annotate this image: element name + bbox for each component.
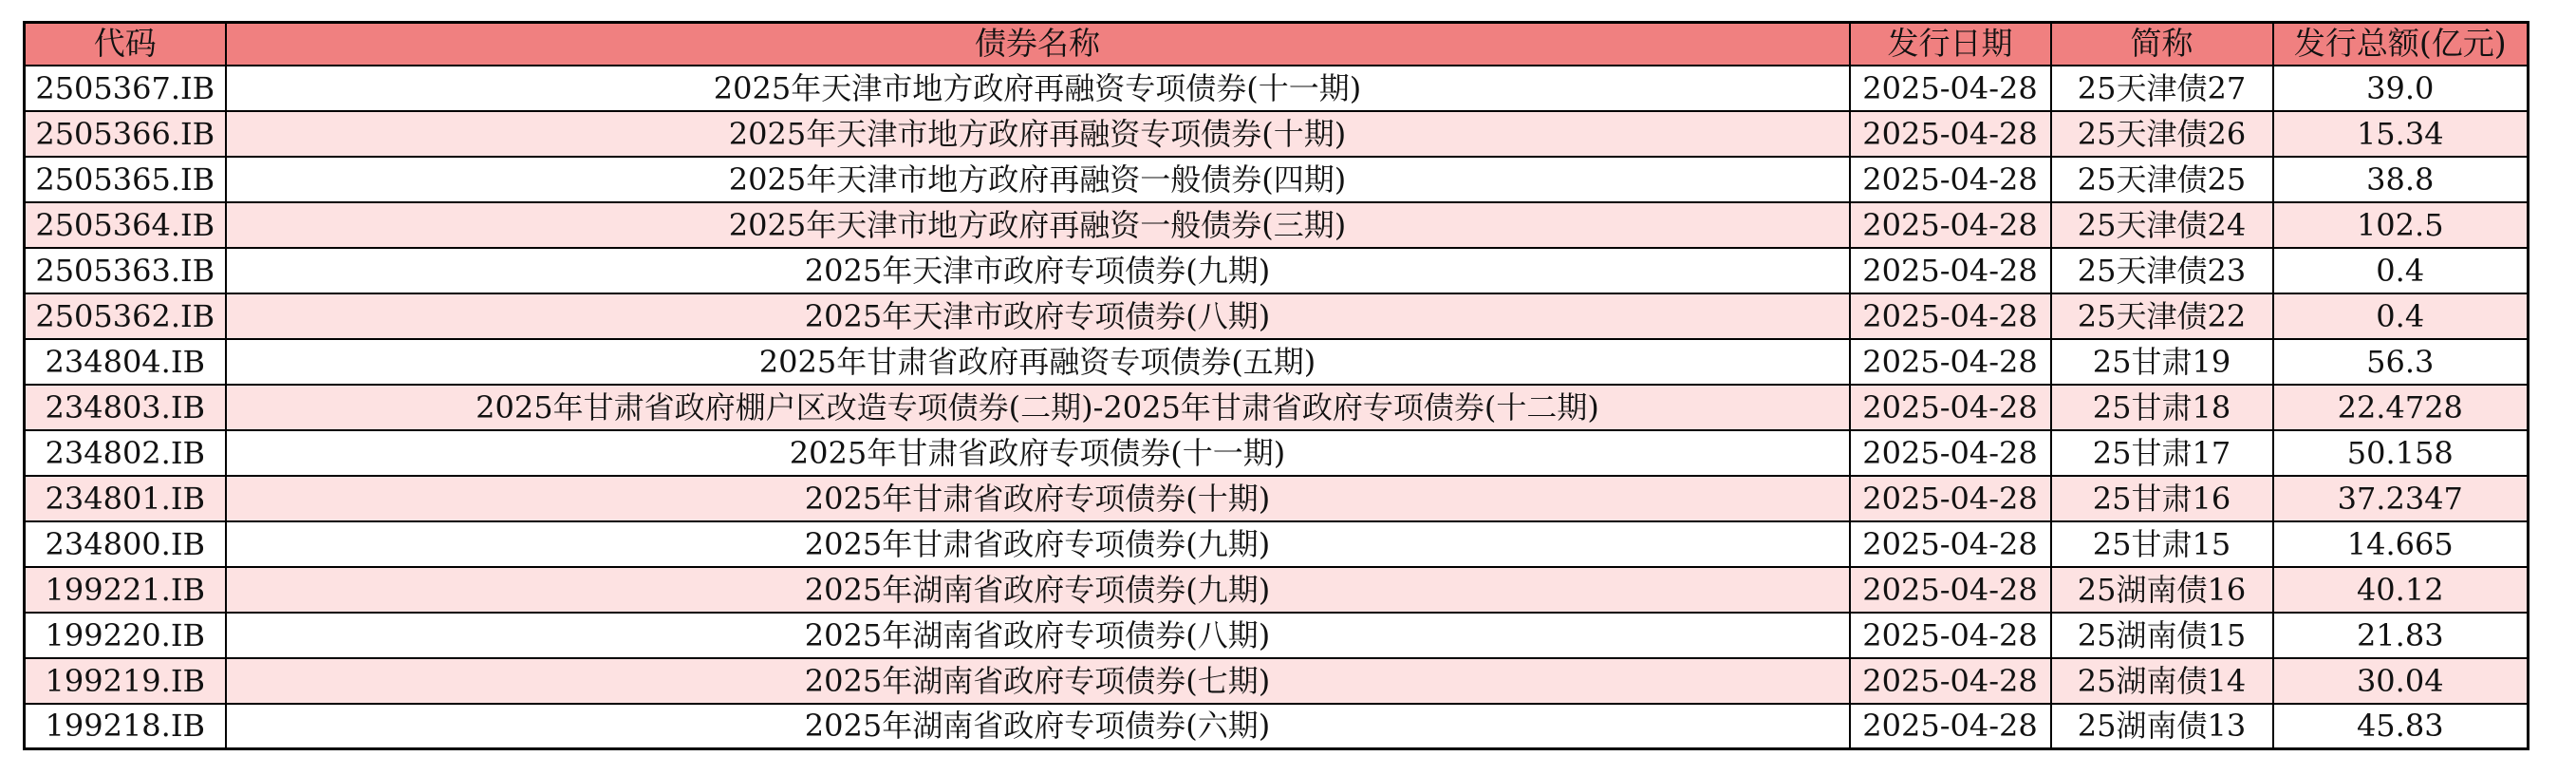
table-row[interactable] [25, 111, 2529, 157]
cell-issue-amount: 102.5 [2273, 202, 2529, 248]
cell-issue-date: 2025-04-28 [1850, 66, 2051, 111]
cell-code: 234802.IB [25, 430, 226, 476]
cell-issue-amount: 40.12 [2273, 567, 2529, 613]
cell-code: 2505367.IB [25, 66, 226, 111]
header-code[interactable]: 代码 [25, 23, 226, 66]
cell-bond-name: 2025年甘肃省政府棚户区改造专项债券(二期)-2025年甘肃省政府专项债券(十二期) [226, 385, 1850, 430]
cell-short-name: 25甘肃19 [2051, 339, 2273, 385]
cell-issue-amount: 50.158 [2273, 430, 2529, 476]
table-row[interactable] [25, 613, 2529, 658]
cell-code: 199221.IB [25, 567, 226, 613]
cell-bond-name: 2025年甘肃省政府专项债券(九期) [226, 521, 1850, 567]
cell-issue-date: 2025-04-28 [1850, 293, 2051, 339]
cell-short-name: 25湖南债13 [2051, 704, 2273, 749]
cell-issue-date: 2025-04-28 [1850, 613, 2051, 658]
cell-issue-date: 2025-04-28 [1850, 202, 2051, 248]
cell-bond-name: 2025年湖南省政府专项债券(八期) [226, 613, 1850, 658]
cell-bond-name: 2025年天津市政府专项债券(九期) [226, 248, 1850, 293]
table-row[interactable] [25, 202, 2529, 248]
header-issue-date[interactable]: 发行日期 [1850, 23, 2051, 66]
cell-issue-date: 2025-04-28 [1850, 521, 2051, 567]
table-row[interactable] [25, 476, 2529, 521]
header-short-name[interactable]: 简称 [2051, 23, 2273, 66]
cell-issue-amount: 15.34 [2273, 111, 2529, 157]
cell-short-name: 25甘肃16 [2051, 476, 2273, 521]
cell-bond-name: 2025年甘肃省政府专项债券(十一期) [226, 430, 1850, 476]
cell-issue-amount: 38.8 [2273, 157, 2529, 202]
cell-short-name: 25天津债22 [2051, 293, 2273, 339]
table-row[interactable] [25, 385, 2529, 430]
cell-code: 234801.IB [25, 476, 226, 521]
table-row[interactable] [25, 658, 2529, 704]
cell-short-name: 25湖南债16 [2051, 567, 2273, 613]
cell-issue-date: 2025-04-28 [1850, 248, 2051, 293]
cell-bond-name: 2025年天津市地方政府再融资一般债券(三期) [226, 202, 1850, 248]
cell-code: 234800.IB [25, 521, 226, 567]
cell-short-name: 25天津债24 [2051, 202, 2273, 248]
bond-issuance-table [23, 21, 2529, 750]
table-row[interactable] [25, 157, 2529, 202]
cell-bond-name: 2025年湖南省政府专项债券(七期) [226, 658, 1850, 704]
cell-code: 2505364.IB [25, 202, 226, 248]
cell-code: 199220.IB [25, 613, 226, 658]
table-row[interactable] [25, 248, 2529, 293]
bond-table-container [23, 21, 2527, 750]
cell-code: 234804.IB [25, 339, 226, 385]
table-row[interactable] [25, 704, 2529, 749]
header-issue-amount[interactable]: 发行总额(亿元) [2273, 23, 2529, 66]
cell-issue-date: 2025-04-28 [1850, 339, 2051, 385]
cell-issue-date: 2025-04-28 [1850, 567, 2051, 613]
cell-issue-date: 2025-04-28 [1850, 476, 2051, 521]
cell-issue-amount: 0.4 [2273, 293, 2529, 339]
cell-bond-name: 2025年甘肃省政府再融资专项债券(五期) [226, 339, 1850, 385]
cell-short-name: 25甘肃17 [2051, 430, 2273, 476]
cell-code: 234803.IB [25, 385, 226, 430]
table-row[interactable] [25, 567, 2529, 613]
cell-issue-date: 2025-04-28 [1850, 658, 2051, 704]
table-row[interactable] [25, 430, 2529, 476]
cell-short-name: 25天津债26 [2051, 111, 2273, 157]
cell-issue-amount: 45.83 [2273, 704, 2529, 749]
table-row[interactable] [25, 293, 2529, 339]
cell-issue-amount: 30.04 [2273, 658, 2529, 704]
cell-issue-date: 2025-04-28 [1850, 704, 2051, 749]
cell-bond-name: 2025年湖南省政府专项债券(六期) [226, 704, 1850, 749]
cell-issue-amount: 39.0 [2273, 66, 2529, 111]
cell-code: 2505362.IB [25, 293, 226, 339]
cell-code: 2505363.IB [25, 248, 226, 293]
cell-issue-amount: 0.4 [2273, 248, 2529, 293]
cell-code: 2505366.IB [25, 111, 226, 157]
cell-issue-amount: 56.3 [2273, 339, 2529, 385]
cell-short-name: 25天津债27 [2051, 66, 2273, 111]
cell-code: 199219.IB [25, 658, 226, 704]
cell-short-name: 25甘肃18 [2051, 385, 2273, 430]
cell-issue-date: 2025-04-28 [1850, 111, 2051, 157]
cell-bond-name: 2025年甘肃省政府专项债券(十期) [226, 476, 1850, 521]
cell-issue-date: 2025-04-28 [1850, 157, 2051, 202]
cell-short-name: 25甘肃15 [2051, 521, 2273, 567]
table-header-row [25, 23, 2529, 66]
cell-code: 2505365.IB [25, 157, 226, 202]
cell-issue-amount: 22.4728 [2273, 385, 2529, 430]
cell-issue-amount: 21.83 [2273, 613, 2529, 658]
header-bond-name[interactable]: 债券名称 [226, 23, 1850, 66]
cell-short-name: 25湖南债14 [2051, 658, 2273, 704]
table-row[interactable] [25, 66, 2529, 111]
cell-code: 199218.IB [25, 704, 226, 749]
cell-short-name: 25天津债23 [2051, 248, 2273, 293]
cell-bond-name: 2025年天津市地方政府再融资专项债券(十期) [226, 111, 1850, 157]
cell-bond-name: 2025年天津市地方政府再融资专项债券(十一期) [226, 66, 1850, 111]
table-row[interactable] [25, 339, 2529, 385]
cell-issue-date: 2025-04-28 [1850, 430, 2051, 476]
cell-bond-name: 2025年天津市地方政府再融资一般债券(四期) [226, 157, 1850, 202]
cell-bond-name: 2025年湖南省政府专项债券(九期) [226, 567, 1850, 613]
cell-issue-amount: 37.2347 [2273, 476, 2529, 521]
cell-short-name: 25湖南债15 [2051, 613, 2273, 658]
cell-short-name: 25天津债25 [2051, 157, 2273, 202]
cell-issue-date: 2025-04-28 [1850, 385, 2051, 430]
cell-issue-amount: 14.665 [2273, 521, 2529, 567]
table-row[interactable] [25, 521, 2529, 567]
cell-bond-name: 2025年天津市政府专项债券(八期) [226, 293, 1850, 339]
table-body [25, 66, 2529, 749]
